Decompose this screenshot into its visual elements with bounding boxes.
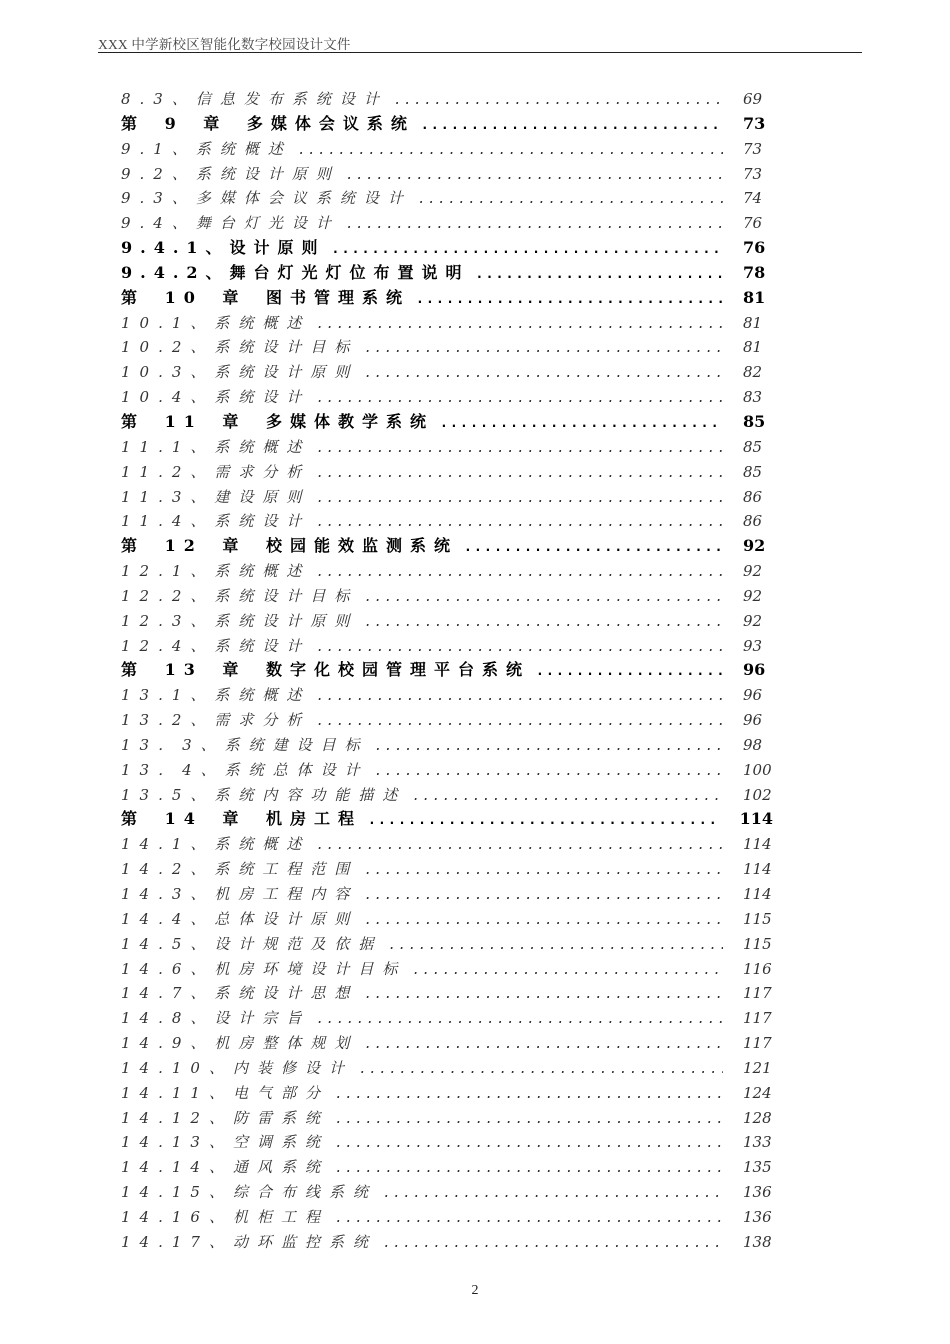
toc-entry-page-number: 81	[743, 287, 766, 307]
toc-entry-title: 14.9、机房整体规划	[121, 1034, 359, 1053]
toc-entry-page-number: 114	[743, 835, 772, 854]
toc-section-entry[interactable]	[121, 708, 773, 733]
toc-entry-title: 13.5、系统内容功能描述	[121, 785, 407, 804]
toc-dot-leader	[364, 909, 723, 932]
toc-entry-title: 14.5、设计规范及依据	[121, 934, 383, 953]
toc-dot-leader	[412, 785, 723, 808]
toc-section-entry[interactable]	[121, 1056, 773, 1081]
toc-dot-leader	[364, 859, 723, 882]
toc-dot-leader	[375, 735, 723, 758]
toc-entry-title: 8.3、信息发布系统设计	[121, 90, 388, 108]
toc-section-entry[interactable]	[121, 758, 773, 783]
toc-entry-title: 14.17、动环监控系统	[121, 1232, 377, 1251]
toc-section-entry[interactable]	[121, 584, 773, 609]
toc-entry-title: 11.1、系统概述	[121, 437, 311, 456]
toc-dot-leader	[364, 362, 723, 385]
toc-entry-page-number: 115	[743, 934, 772, 953]
toc-entry-title: 14.2、系统工程范围	[121, 860, 359, 879]
toc-section-entry[interactable]	[121, 733, 773, 758]
toc-chapter-entry[interactable]	[121, 410, 773, 435]
toc-entry-title: 13．4、系统总体设计	[121, 760, 369, 779]
toc-entry-page-number: 73	[743, 164, 763, 183]
toc-entry-page-number: 98	[743, 735, 763, 754]
toc-entry-title: 14.3、机房工程内容	[121, 885, 359, 903]
toc-entry-page-number: 117	[743, 1009, 772, 1028]
toc-dot-leader	[335, 1083, 723, 1106]
toc-section-entry[interactable]	[121, 1180, 773, 1205]
toc-entry-page-number: 96	[743, 711, 763, 730]
toc-entry-title: 14.10、内装修设计	[121, 1058, 353, 1077]
toc-entry-title: 11.3、建设原则	[121, 487, 311, 506]
toc-section-entry[interactable]	[121, 907, 773, 932]
toc-entry-page-number: 92	[743, 611, 763, 630]
toc-entry-page-number: 81	[743, 338, 763, 357]
toc-entry-page-number: 100	[743, 760, 772, 779]
toc-dot-leader	[388, 934, 723, 957]
toc-dot-leader	[316, 636, 723, 659]
toc-entry-title: 10.3、系统设计原则	[121, 363, 359, 382]
toc-section-entry[interactable]	[121, 162, 773, 187]
toc-entry-title: 14.4、总体设计原则	[121, 909, 359, 928]
toc-entry-title: 第 13 章 数字化校园管理平台系统	[121, 660, 530, 680]
toc-entry-title: 14.15、综合布线系统	[121, 1183, 377, 1202]
toc-entry-page-number: 114	[743, 860, 772, 879]
toc-entry-page-number: 85	[743, 411, 766, 431]
toc-entry-page-number: 76	[743, 238, 766, 258]
toc-entry-title: 14.11、电气部分	[121, 1083, 329, 1102]
toc-entry-page-number: 102	[743, 785, 772, 804]
toc-section-entry[interactable]	[121, 186, 773, 211]
toc-entry-page-number: 73	[743, 113, 766, 133]
toc-section-entry[interactable]	[121, 1205, 773, 1230]
toc-section-entry[interactable]	[121, 683, 773, 708]
toc-entry-page-number: 117	[743, 1034, 772, 1053]
toc-entry-page-number: 117	[743, 984, 772, 1003]
toc-entry-page-number: 92	[743, 586, 763, 605]
toc-dot-leader	[364, 586, 723, 609]
toc-entry-title: 14.16、机柜工程	[121, 1207, 329, 1226]
toc-section-entry[interactable]	[121, 981, 773, 1006]
toc-entry-page-number: 121	[743, 1058, 772, 1077]
toc-dot-leader	[412, 959, 723, 982]
toc-entry-title: 第 11 章 多媒体教学系统	[121, 411, 434, 431]
toc-section-entry[interactable]	[121, 1031, 773, 1056]
toc-entry-title: 14.13、空调系统	[121, 1133, 329, 1152]
toc-section-entry[interactable]	[121, 559, 773, 584]
toc-section-entry[interactable]	[121, 335, 773, 360]
toc-entry-title: 13.2、需求分析	[121, 711, 311, 730]
toc-entry-page-number: 136	[743, 1183, 772, 1202]
toc-dot-leader	[416, 288, 723, 311]
toc-section-entry[interactable]	[121, 857, 773, 882]
toc-dot-leader	[316, 685, 723, 708]
toc-entry-title: 9.1、系统概述	[121, 139, 292, 158]
toc-section-entry[interactable]	[121, 509, 773, 534]
toc-entry-title: 12.3、系统设计原则	[121, 611, 359, 630]
toc-dot-leader	[335, 1132, 723, 1155]
toc-dot-leader	[346, 164, 723, 187]
toc-section-entry[interactable]	[121, 634, 773, 659]
toc-section-entry[interactable]	[121, 137, 773, 162]
page-number: 2	[471, 1283, 479, 1298]
toc-entry-title: 第 12 章 校园能效监测系统	[121, 536, 458, 556]
toc-dot-leader	[316, 387, 723, 410]
toc-section-entry[interactable]	[121, 1155, 773, 1180]
toc-entry-title: 13.1、系统概述	[121, 686, 311, 705]
toc-entry-page-number: 136	[743, 1207, 772, 1226]
toc-section-entry[interactable]	[121, 87, 773, 112]
toc-section-entry[interactable]	[121, 211, 773, 236]
toc-dot-leader	[536, 660, 723, 683]
toc-entry-page-number: 92	[743, 562, 763, 581]
toc-dot-leader	[316, 487, 723, 510]
toc-section-entry[interactable]	[121, 609, 773, 634]
toc-section-entry[interactable]	[121, 485, 773, 510]
toc-dot-leader	[316, 834, 723, 857]
toc-dot-leader	[316, 462, 723, 485]
toc-entry-title: 14.8、设计宗旨	[121, 1009, 311, 1028]
toc-entry-title: 第 14 章 机房工程	[121, 809, 362, 829]
toc-chapter-entry[interactable]	[121, 112, 773, 137]
toc-section-entry[interactable]	[121, 311, 773, 336]
toc-entry-title: 9.4.2、舞台灯光灯位布置说明	[121, 262, 470, 282]
toc-entry-page-number: 116	[743, 959, 772, 978]
toc-entry-page-number: 135	[743, 1158, 772, 1177]
toc-dot-leader	[364, 611, 723, 634]
toc-dot-leader	[464, 536, 723, 559]
toc-dot-leader	[298, 139, 723, 162]
toc-section-entry[interactable]	[121, 1006, 773, 1031]
toc-dot-leader	[383, 1182, 723, 1205]
header-divider	[98, 52, 862, 53]
toc-dot-leader	[316, 1008, 723, 1031]
toc-dot-leader	[359, 1058, 723, 1081]
toc-dot-leader	[335, 1157, 723, 1180]
toc-entry-page-number: 114	[739, 809, 773, 829]
toc-dot-leader	[418, 188, 723, 211]
toc-entry-title: 10.2、系统设计目标	[121, 338, 359, 357]
toc-section-entry[interactable]	[121, 957, 773, 982]
toc-section-entry[interactable]	[121, 385, 773, 410]
toc-dot-leader	[368, 809, 720, 832]
toc-entry-title: 9.3、多媒体会议系统设计	[121, 189, 412, 208]
toc-entry-page-number: 93	[743, 636, 763, 655]
toc-dot-leader	[476, 263, 723, 286]
toc-entry-page-number: 128	[743, 1108, 772, 1127]
toc-entry-page-number: 96	[743, 686, 763, 705]
toc-section-entry[interactable]	[121, 932, 773, 957]
toc-dot-leader	[316, 561, 723, 584]
toc-entry-title: 12.1、系统概述	[121, 562, 311, 581]
toc-entry-title: 12.4、系统设计	[121, 636, 311, 655]
toc-dot-leader	[364, 1033, 723, 1056]
toc-entry-page-number: 86	[743, 487, 763, 506]
toc-entry-title: 11.4、系统设计	[121, 512, 311, 531]
toc-entry-page-number: 69	[743, 90, 763, 108]
toc-entry-title: 14.1、系统概述	[121, 835, 311, 854]
toc-entry-title: 第 9 章 多媒体会议系统	[121, 113, 415, 133]
toc-dot-leader	[335, 1108, 723, 1131]
toc-dot-leader	[316, 710, 723, 733]
toc-dot-leader	[421, 114, 723, 137]
toc-section-entry[interactable]	[121, 1106, 773, 1131]
toc-entry-title: 13．3、系统建设目标	[121, 735, 369, 754]
toc-section-entry[interactable]	[121, 1081, 773, 1106]
table-of-contents	[121, 87, 773, 1255]
toc-entry-title: 第 10 章 图书管理系统	[121, 287, 410, 307]
toc-chapter-entry[interactable]	[121, 807, 773, 832]
toc-chapter-entry[interactable]	[121, 286, 773, 311]
toc-entry-page-number: 133	[743, 1133, 772, 1152]
toc-section-entry[interactable]	[121, 435, 773, 460]
toc-entry-page-number: 138	[743, 1232, 772, 1251]
toc-section-entry[interactable]	[121, 360, 773, 385]
toc-dot-leader	[440, 412, 723, 435]
toc-dot-leader	[346, 213, 723, 236]
toc-entry-page-number: 86	[743, 512, 763, 531]
document-header-title: XXX 中学新校区智能化数字校园设计文件	[98, 37, 351, 52]
toc-entry-title: 9.4.1、设计原则	[121, 238, 326, 258]
toc-section-entry[interactable]	[121, 1130, 773, 1155]
toc-entry-page-number: 81	[743, 313, 763, 332]
toc-entry-page-number: 85	[743, 462, 763, 481]
toc-dot-leader	[335, 1207, 723, 1230]
toc-dot-leader	[375, 760, 723, 783]
toc-entry-page-number: 124	[743, 1083, 772, 1102]
toc-entry-page-number: 76	[743, 214, 763, 233]
toc-chapter-entry[interactable]	[121, 236, 773, 261]
toc-entry-page-number: 85	[743, 437, 763, 456]
toc-dot-leader	[364, 337, 723, 360]
toc-chapter-entry[interactable]	[121, 261, 773, 286]
toc-entry-title: 9.2、系统设计原则	[121, 164, 340, 183]
toc-dot-leader	[316, 313, 723, 336]
toc-entry-title: 14.6、机房环境设计目标	[121, 959, 407, 978]
toc-entry-page-number: 83	[743, 388, 763, 407]
toc-entry-title: 14.12、防雷系统	[121, 1108, 329, 1127]
toc-entry-title: 9.4、舞台灯光设计	[121, 214, 340, 233]
toc-entry-page-number: 96	[743, 660, 766, 680]
toc-section-entry[interactable]	[121, 783, 773, 808]
toc-entry-page-number: 82	[743, 363, 763, 382]
toc-section-entry[interactable]	[121, 460, 773, 485]
toc-section-entry[interactable]	[121, 882, 773, 907]
toc-chapter-entry[interactable]	[121, 658, 773, 683]
toc-entry-page-number: 115	[743, 909, 772, 928]
toc-section-entry[interactable]	[121, 832, 773, 857]
toc-dot-leader	[383, 1232, 723, 1255]
toc-entry-page-number: 73	[743, 139, 763, 158]
toc-entry-title: 10.1、系统概述	[121, 313, 311, 332]
toc-entry-title: 14.7、系统设计思想	[121, 984, 359, 1003]
toc-dot-leader	[394, 89, 723, 112]
toc-entry-page-number: 92	[743, 536, 766, 556]
toc-dot-leader	[332, 238, 723, 261]
toc-entry-title: 10.4、系统设计	[121, 388, 311, 407]
toc-section-entry[interactable]	[121, 1230, 773, 1255]
toc-chapter-entry[interactable]	[121, 534, 773, 559]
toc-dot-leader	[364, 884, 723, 907]
toc-entry-page-number: 114	[743, 885, 772, 903]
toc-entry-page-number: 74	[743, 189, 763, 208]
toc-entry-title: 12.2、系统设计目标	[121, 586, 359, 605]
toc-dot-leader	[316, 511, 723, 534]
toc-dot-leader	[364, 983, 723, 1006]
toc-entry-page-number: 78	[743, 262, 766, 282]
toc-entry-title: 14.14、通风系统	[121, 1158, 329, 1177]
toc-entry-title: 11.2、需求分析	[121, 462, 311, 481]
toc-dot-leader	[316, 437, 723, 460]
